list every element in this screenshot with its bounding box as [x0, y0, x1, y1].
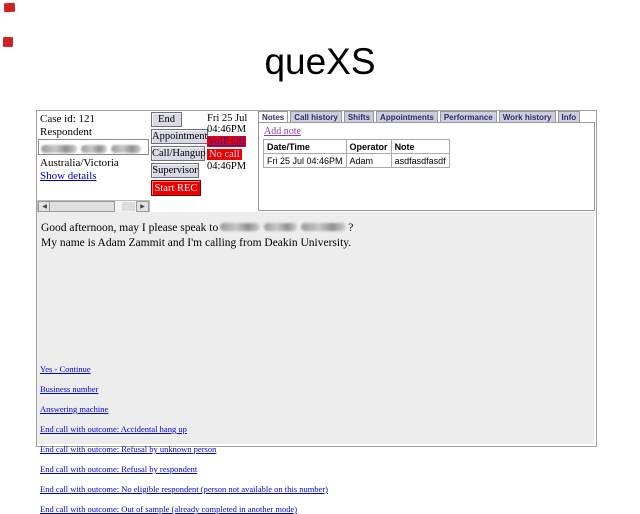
scroll-right-arrow-icon[interactable]: ▶ — [136, 201, 149, 212]
case-id-label: Case id: 121 — [40, 113, 95, 125]
status-time: 04:46PM — [207, 124, 247, 135]
start-recording-button[interactable]: Start REC — [151, 180, 201, 196]
outcome-link-out-of-sample[interactable]: End call with outcome: Out of sample (already completed in another mode) — [40, 504, 298, 514]
outcome-link-refusal-respondent[interactable]: End call with outcome: Refusal by respondent — [40, 464, 198, 474]
respondent-location: Australia/Victoria — [40, 157, 119, 169]
redaction-blob — [81, 145, 107, 153]
outcome-link-answering-machine[interactable]: Answering machine — [40, 404, 109, 414]
outcome-link-yes-continue[interactable]: Yes - Continue — [40, 364, 91, 374]
call-hangup-button[interactable]: Call/Hangup — [152, 148, 206, 159]
outcome-link-business-number[interactable]: Business number — [40, 384, 99, 394]
scrollbar-thumb[interactable] — [49, 201, 115, 212]
outcome-link-no-eligible-respondent[interactable]: End call with outcome: No eligible respondent (person not available on this number) — [40, 484, 328, 494]
call-status-badge: No call — [209, 149, 240, 160]
notes-table-row — [264, 154, 450, 168]
notes-header-note: Note — [391, 140, 449, 154]
notes-table-header-row — [264, 140, 450, 154]
voip-status-badge — [207, 136, 246, 147]
tab-appointments[interactable]: Appointments — [376, 111, 438, 124]
red-artifact — [4, 3, 15, 13]
scroll-left-arrow-icon[interactable]: ◀ — [38, 201, 51, 212]
tab-work-history[interactable]: Work history — [499, 111, 556, 124]
call-script-area — [37, 212, 594, 514]
app-screenshot — [36, 110, 597, 514]
appointment-button[interactable]: Appointment — [152, 131, 208, 142]
redaction-blob — [301, 223, 346, 231]
show-details-link[interactable]: Show details — [40, 170, 97, 182]
notes-header-operator: Operator — [346, 140, 391, 154]
notes-panel — [258, 122, 595, 211]
script-intro: My name is Adam Zammit and I'm calling from Deakin University. — [41, 237, 352, 249]
end-button[interactable]: End — [151, 112, 182, 127]
redaction-blob — [220, 223, 260, 231]
outcome-link-accidental-hangup[interactable]: End call with outcome: Accidental hang up — [40, 424, 187, 434]
respondent-label: Respondent — [40, 126, 92, 138]
status-time-2: 04:46PM — [207, 161, 247, 172]
notes-header-datetime: Date/Time — [264, 140, 347, 154]
add-note-link[interactable]: Add note — [264, 126, 301, 137]
status-date: Fri 25 Jul — [207, 113, 248, 124]
script-greeting — [41, 221, 581, 251]
redaction-blob — [41, 145, 77, 153]
page-title: queXS — [264, 41, 376, 82]
notes-table — [263, 139, 450, 168]
note-text-cell: asdfasdfasdf — [391, 154, 449, 168]
redaction-blob — [264, 223, 297, 231]
red-artifact — [3, 37, 13, 47]
greeting-suffix: ? — [348, 222, 354, 234]
tab-call-history[interactable]: Call history — [290, 111, 342, 124]
redaction-blob — [111, 145, 141, 153]
tab-info[interactable]: Info — [558, 111, 581, 124]
note-operator-cell: Adam — [346, 154, 391, 168]
scrollbar-track-shade — [122, 202, 135, 211]
outcome-link-refusal-unknown[interactable]: End call with outcome: Refusal by unknown person — [40, 444, 217, 454]
tab-performance[interactable]: Performance — [440, 111, 497, 124]
respondent-name-redacted — [38, 139, 149, 155]
greeting-prefix: Good afternoon, may I please speak to — [41, 222, 219, 234]
tab-shifts[interactable]: Shifts — [344, 111, 374, 124]
note-datetime-cell: Fri 25 Jul 04:46PM — [264, 154, 347, 168]
supervisor-button[interactable]: Supervisor — [152, 165, 198, 176]
voip-off-link[interactable]: VoIP Off — [208, 136, 246, 147]
tab-notes[interactable]: Notes — [258, 111, 288, 124]
